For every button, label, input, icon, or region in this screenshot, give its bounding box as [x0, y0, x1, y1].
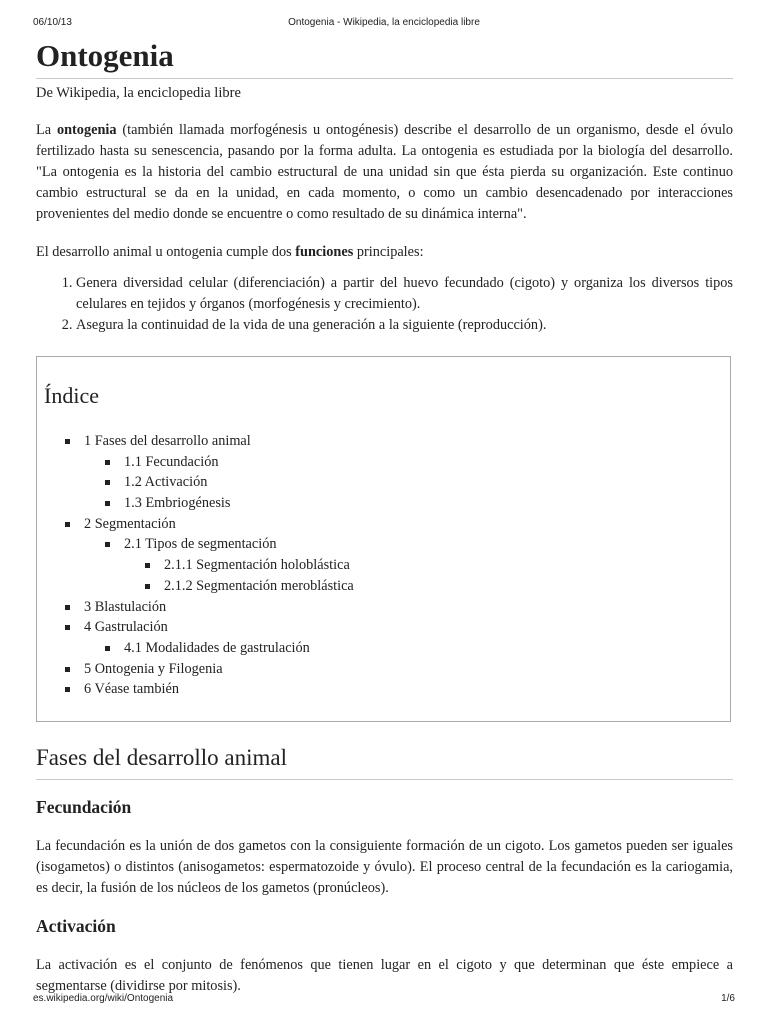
bullet-icon	[105, 646, 110, 651]
toc-item-activacion[interactable]: 1.2 Activación	[44, 472, 354, 493]
bullet-icon	[65, 687, 70, 692]
toc-item-segmentacion[interactable]: 2 Segmentación	[44, 514, 354, 535]
toc-list	[44, 431, 354, 700]
print-header	[33, 17, 735, 31]
toc-item-blastulacion[interactable]: 3 Blastulación	[44, 597, 354, 618]
print-footer	[33, 993, 735, 1007]
functions-list	[36, 273, 733, 336]
bullet-icon	[145, 563, 150, 568]
bullet-icon	[105, 542, 110, 547]
fecundacion-paragraph: La fecundación es la unión de dos gametos con la consiguiente formación de un cigoto. Los gametos pueden ser iguales (isogametos) o distintos (anisogametos: espermatozoide y óvulo). El proceso central de la fecundación es la cariogamia, es decir, la fusión de los núcleos de los gametos (pronúcleos).	[36, 838, 733, 896]
toc-item-meroblastica[interactable]: 2.1.2 Segmentación meroblástica	[44, 576, 354, 597]
article-content	[36, 38, 733, 997]
functions-text-post: principales:	[353, 244, 424, 260]
toc-item-tipos-segmentacion[interactable]: 2.1 Tipos de segmentación	[44, 534, 354, 555]
bullet-icon	[105, 480, 110, 485]
function-item: 2. Asegura la continuidad de la vida de una generación a la siguiente (reproducción).	[76, 315, 733, 336]
print-url: es.wikipedia.org/wiki/Ontogenia	[33, 993, 174, 1004]
toc-item-fases[interactable]: 1 Fases del desarrollo animal	[44, 431, 354, 452]
intro-text-post: (también llamada morfogénesis u ontogénesis) describe el desarrollo de un organismo, desde el óvulo fertilizado hasta su senescencia, pasando por la forma adulta. La ontogenia es estudiada por la biología del desarrollo. "La ontogenia es la historia del cambio estructural de una unidad sin que ésta pierda su organización. Este continuo cambio estructural se da en la unidad, en cada momento, o como un cambio desencadenado por interacciones provenientes del medio donde se encuentre o como resultado de su dinámica interna".	[36, 122, 733, 222]
print-date: 06/10/13	[33, 17, 72, 28]
bullet-icon	[105, 501, 110, 506]
bullet-icon	[145, 584, 150, 589]
intro-term[interactable]: ontogenia	[56, 122, 117, 138]
function-item: 1. Genera diversidad celular (diferenciación) a partir del huevo fecundado (cigoto) y organiza los diversos tipos celulares en tejidos y órganos (morfogénesis y crecimiento).	[76, 273, 733, 315]
bullet-icon	[65, 605, 70, 610]
print-page-number: 1/6	[721, 993, 735, 1004]
subsection-title-fecundacion: Fecundación	[36, 797, 132, 817]
toc-title: Índice	[44, 383, 99, 408]
bullet-icon	[65, 625, 70, 630]
bullet-icon	[65, 522, 70, 527]
toc-item-vease[interactable]: 6 Véase también	[44, 679, 354, 700]
intro-paragraph	[36, 120, 733, 225]
print-page-title: Ontogenia - Wikipedia, la enciclopedia libre	[288, 17, 480, 28]
toc-item-fecundacion[interactable]: 1.1 Fecundación	[44, 452, 354, 473]
table-of-contents	[36, 356, 731, 722]
toc-item-filogenia[interactable]: 5 Ontogenia y Filogenia	[44, 659, 354, 680]
toc-item-modalidades[interactable]: 4.1 Modalidades de gastrulación	[44, 638, 354, 659]
bullet-icon	[105, 460, 110, 465]
functions-term[interactable]: funciones	[295, 244, 354, 260]
page-title: Ontogenia	[36, 38, 733, 79]
intro-text-pre: La	[36, 122, 57, 138]
bullet-icon	[65, 667, 70, 672]
toc-item-embriogenesis[interactable]: 1.3 Embriogénesis	[44, 493, 354, 514]
activacion-paragraph: La activación es el conjunto de fenómenos que tienen lugar en el cigoto y que determinan que éste empiece a segmentarse (dividirse por mitosis).	[36, 957, 733, 994]
toc-item-holoblastica[interactable]: 2.1.1 Segmentación holoblástica	[44, 555, 354, 576]
toc-item-gastrulacion[interactable]: 4 Gastrulación	[44, 617, 354, 638]
bullet-icon	[65, 439, 70, 444]
functions-paragraph	[36, 242, 733, 263]
functions-text-pre: El desarrollo animal u ontogenia cumple dos	[36, 244, 296, 260]
site-subtitle: De Wikipedia, la enciclopedia libre	[36, 85, 241, 101]
subsection-title-activacion: Activación	[36, 916, 116, 936]
section-title-fases: Fases del desarrollo animal	[36, 743, 733, 780]
